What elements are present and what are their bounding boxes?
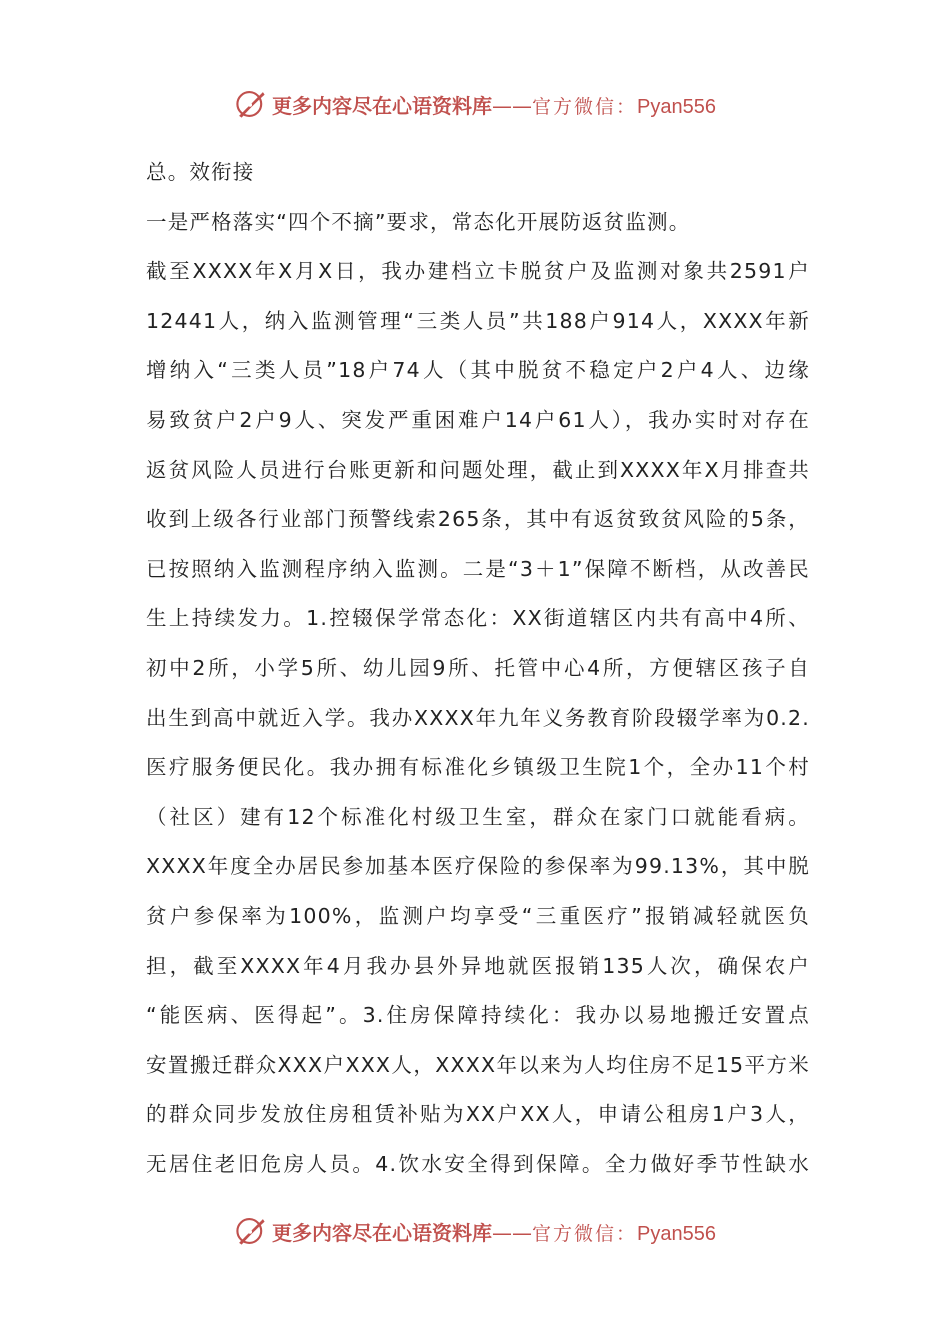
footer-wechat-label: 官方微信： [532,1222,638,1245]
pen-nib-logo-icon [234,1214,268,1248]
body-line: 易致贫户2户9人、突发严重困难户14户61人），我办实时对存在 [146,407,810,432]
header-site-text: 更多内容尽在心语资料库 [272,93,492,118]
body-line: “能医病、医得起”。3.住房保障持续化：我办以易地搬迁安置点 [146,1003,810,1028]
body-line: 收到上级各行业部门预警线索265条，其中有返贫致贫风险的5条， [146,507,810,532]
body-line: 安置搬迁群众XXX户XXX人，XXXX年以来为人均住房不足15平方米 [146,1052,810,1077]
document-body [146,148,810,1189]
body-line: 增纳入“三类人员”18户74人（其中脱贫不稳定户2户4人、边缘 [146,358,810,383]
header-wechat-label: 官方微信： [532,95,638,118]
header-dash: —— [492,93,532,118]
header-text [272,90,716,119]
body-line: 返贫风险人员进行台账更新和问题处理，截止到XXXX年X月排查共 [146,457,810,482]
footer-banner [0,1211,950,1251]
body-line: 总。效衔接 [146,160,255,184]
footer-text [272,1217,716,1246]
header-banner [0,84,950,124]
body-line: 医疗服务便民化。我办拥有标准化乡镇级卫生院1个，全办11个村 [146,755,810,780]
pen-nib-logo-icon [234,87,268,121]
header-wechat-id: Pyan556 [637,95,716,118]
body-line: 担，截至XXXX年4月我办县外异地就医报销135人次，确保农户 [146,953,810,978]
body-line: 的群众同步发放住房租赁补贴为XX户XX人，申请公租房1户3人， [146,1102,810,1127]
body-line: 截至XXXX年X月X日，我办建档立卡脱贫户及监测对象共2591户 [146,259,810,284]
body-line: 一是严格落实“四个不摘”要求，常态化开展防返贫监测。 [146,209,691,234]
body-line: 12441人，纳入监测管理“三类人员”共188户914人，XXXX年新 [146,308,810,333]
body-line: 贫户参保率为100%，监测户均享受“三重医疗”报销减轻就医负 [146,903,810,928]
footer-dash: —— [492,1220,532,1245]
body-line: 初中2所，小学5所、幼儿园9所、托管中心4所，方便辖区孩子自 [146,655,810,680]
footer-site-text: 更多内容尽在心语资料库 [272,1220,492,1245]
body-line: XXXX年度全办居民参加基本医疗保险的参保率为99.13%，其中脱 [146,854,810,879]
body-line: 无居住老旧危房人员。4.饮水安全得到保障。全力做好季节性缺水 [146,1151,810,1176]
footer-wechat-id: Pyan556 [637,1222,716,1245]
body-line: 出生到高中就近入学。我办XXXX年九年义务教育阶段辍学率为0.2. [146,705,810,730]
body-line: 已按照纳入监测程序纳入监测。二是“3＋1”保障不断档，从改善民 [146,556,810,581]
body-line: （社区）建有12个标准化村级卫生室，群众在家门口就能看病。 [146,804,810,829]
body-line: 生上持续发力。1.控辍保学常态化：XX街道辖区内共有高中4所、 [146,606,810,631]
